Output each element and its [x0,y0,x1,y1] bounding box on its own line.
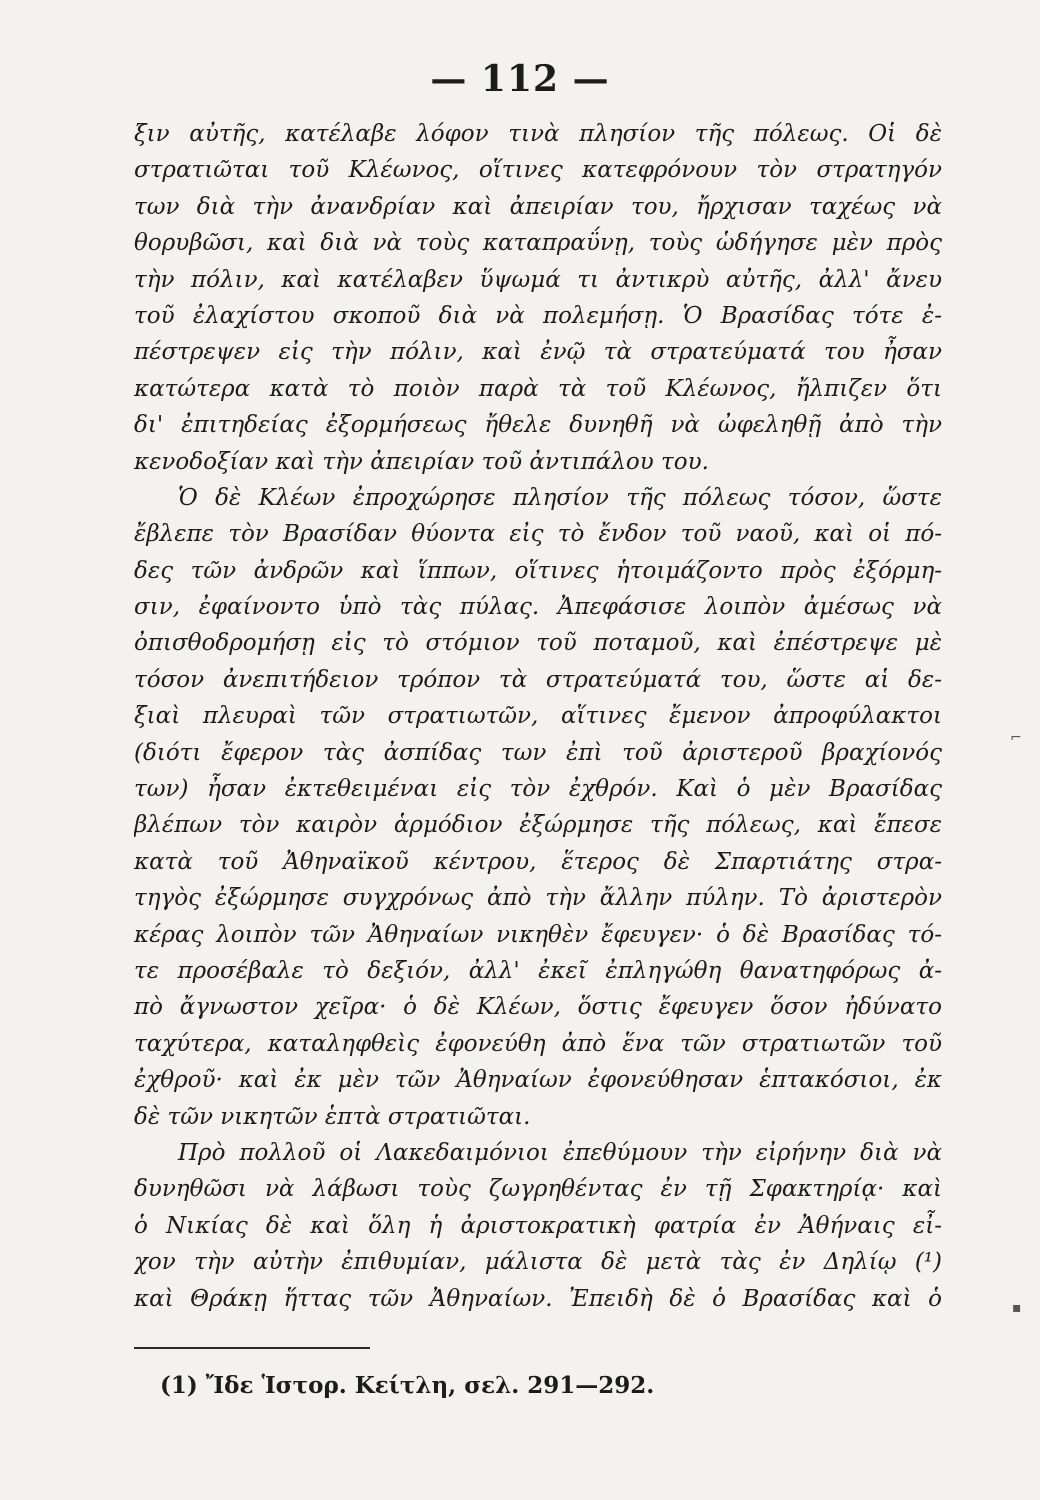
text-line: σιν, ἐφαίνοντο ὑπὸ τὰς πύλας. Ἀπεφάσισε λοιπὸν ἀμέσως νὰ [134,594,942,621]
text-line: ταχύτερα, καταληφθεὶς ἐφονεύθη ἀπὸ ἕνα τῶν στρατιωτῶν τοῦ [134,1030,942,1057]
margin-mark: ▪ [1012,1300,1022,1316]
text-line: βλέπων τὸν καιρὸν ἁρμόδιον ἐξώρμησε τῆς πόλεως, καὶ ἔπεσε [134,812,942,839]
text-line: ἔβλεπε τὸν Βρασίδαν θύοντα εἰς τὸ ἔνδον τοῦ ναοῦ, καὶ οἱ πό- [134,521,942,548]
text-line: πέστρεψεν εἰς τὴν πόλιν, καὶ ἐνῷ τὰ στρατεύματά του ἦσαν [134,339,942,366]
text-line: δὲ τῶν νικητῶν ἑπτὰ στρατιῶται. [134,1103,531,1130]
text-line: κατὰ τοῦ Ἀθηναϊκοῦ κέντρου, ἕτερος δὲ Σπαρτιάτης στρα- [134,848,942,875]
text-line: κέρας λοιπὸν τῶν Ἀθηναίων νικηθὲν ἔφευγεν· ὁ δὲ Βρασίδας τό- [134,921,942,948]
text-line: τοῦ ἐλαχίστου σκοποῦ διὰ νὰ πολεμήσῃ. Ὁ Βρασίδας τότε ἐ- [134,302,942,329]
body-text [134,116,942,1317]
paragraph-start-line: Πρὸ πολλοῦ οἱ Λακεδαιμόνιοι ἐπεθύμουν τὴν εἰρήνην διὰ νὰ [178,1139,942,1166]
text-line: δι' ἐπιτηδείας ἐξορμήσεως ἤθελε δυνηθῆ νὰ ὠφεληθῇ ἀπὸ τὴν [134,412,942,439]
text-line: κενοδοξίαν καὶ τὴν ἀπειρίαν τοῦ ἀντιπάλου του. [134,448,709,475]
text-line: ὁ Νικίας δὲ καὶ ὅλη ἡ ἀριστοκρατικὴ φατρία ἐν Ἀθήναις εἶ- [134,1212,942,1239]
margin-mark: ⌐ [1010,730,1022,746]
text-line: ἐχθροῦ· καὶ ἐκ μὲν τῶν Ἀθηναίων ἐφονεύθησαν ἑπτακόσιοι, ἐκ [134,1067,942,1094]
text-line: κατώτερα κατὰ τὸ ποιὸν παρὰ τὰ τοῦ Κλέωνος, ἤλπιζεν ὅτι [134,375,942,402]
text-line: ὀπισθοδρομήσῃ εἰς τὸ στόμιον τοῦ ποταμοῦ, καὶ ἐπέστρεψε μὲ [134,630,942,657]
text-line: των διὰ τὴν ἀνανδρίαν καὶ ἀπειρίαν του, ἤρχισαν ταχέως νὰ [134,193,942,220]
footnote-divider [134,1347,370,1349]
text-line: στρατιῶται τοῦ Κλέωνος, οἵτινες κατεφρόνουν τὸν στρατηγόν [134,157,942,184]
text-line: των) ἦσαν ἐκτεθειμέναι εἰς τὸν ἐχθρόν. Καὶ ὁ μὲν Βρασίδας [134,776,942,803]
text-line: καὶ Θράκῃ ἥττας τῶν Ἀθηναίων. Ἐπειδὴ δὲ ὁ Βρασίδας καὶ ὁ [134,1285,942,1312]
footnote: (1) Ἴδε Ἱστορ. Κείτλη, σελ. 291—292. [160,1372,655,1399]
text-line: θορυβῶσι, καὶ διὰ νὰ τοὺς καταπραΰνῃ, τοὺς ὡδήγησε μὲν πρὸς [134,230,942,257]
text-line: τὴν πόλιν, καὶ κατέλαβεν ὕψωμά τι ἀντικρὺ αὐτῆς, ἀλλ' ἄνευ [134,266,942,293]
paragraph-start-line: Ὁ δὲ Κλέων ἐπροχώρησε πλησίον τῆς πόλεως τόσον, ὥστε [178,484,942,511]
text-line: (διότι ἔφερον τὰς ἀσπίδας των ἐπὶ τοῦ ἀριστεροῦ βραχίονός [134,739,942,766]
text-line: χον τὴν αὐτὴν ἐπιθυμίαν, μάλιστα δὲ μετὰ τὰς ἐν Δηλίῳ (¹) [134,1249,942,1276]
text-line: τηγὸς ἐξώρμησε συγχρόνως ἀπὸ τὴν ἄλλην πύλην. Τὸ ἀριστερὸν [134,885,942,912]
page-number: — 112 — [430,58,610,100]
text-line: τόσον ἀνεπιτήδειον τρόπον τὰ στρατεύματά του, ὥστε αἱ δε- [134,666,942,693]
text-line: ξιαὶ πλευραὶ τῶν στρατιωτῶν, αἵτινες ἔμενον ἀπροφύλακτοι [134,703,942,730]
text-line: δυνηθῶσι νὰ λάβωσι τοὺς ζωγρηθέντας ἐν τῇ Σφακτηρίᾳ· καὶ [134,1176,942,1203]
text-line: δες τῶν ἀνδρῶν καὶ ἵππων, οἵτινες ἡτοιμάζοντο πρὸς ἐξόρμη- [134,557,942,584]
text-line: ξιν αὐτῆς, κατέλαβε λόφον τινὰ πλησίον τῆς πόλεως. Οἱ δὲ [134,121,942,147]
text-line: πὸ ἄγνωστον χεῖρα· ὁ δὲ Κλέων, ὅστις ἔφευγεν ὅσον ἠδύνατο [134,994,942,1021]
text-line: τε προσέβαλε τὸ δεξιόν, ἀλλ' ἐκεῖ ἐπληγώθη θανατηφόρως ἀ- [134,957,942,984]
